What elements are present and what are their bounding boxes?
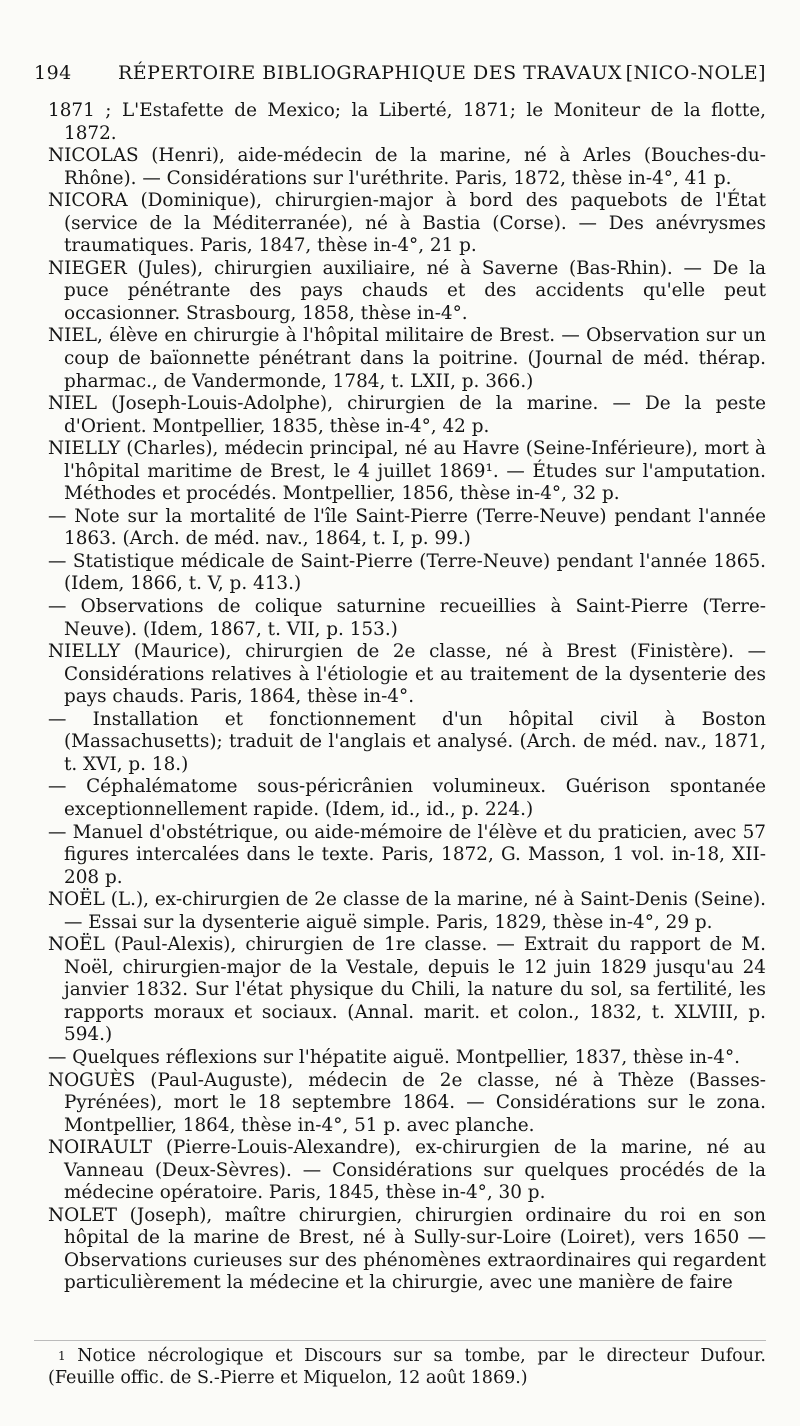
running-header [34,62,766,96]
footnote-divider [34,1340,766,1341]
bibliography-entry: — Note sur la mortalité de l'île Saint-Pierre (Terre-Neuve) pendant l'année 1863. (Arch. de méd. nav., 1864, t. I, p. 99.) [48,505,766,550]
bibliography-entry: NICORA (Dominique), chirurgien-major à bord des paquebots de l'État (service de la Méditerranée), né à Bastia (Corse). — Des anévrysmes traumatiques. Paris, 1847, thèse in-4°, 21 p. [48,190,766,257]
bibliography-entry: NIELLY (Charles), médecin principal, né au Havre (Seine-Inférieure), mort à l'hôpital maritime de Brest, le 4 juillet 1869¹. — Études sur l'amputation. Méthodes et procédés. Montpellier, 1856, thèse in-4°, 32 p. [48,438,766,505]
bibliography-entry: NOLET (Joseph), maître chirurgien, chirurgien ordinaire du roi en son hôpital de la marine de Brest, né à Sully-sur-Loire (Loiret), vers 1650 — Observations curieuses sur des phénomènes extraordinaires qui regardent particulièrement la médecine et la chirurgie, avec une manière de faire [48,1204,766,1294]
bibliography-entry: — Quelques réflexions sur l'hépatite aiguë. Montpellier, 1837, thèse in-4°. [48,1046,740,1068]
bibliography-entry: — Céphalématome sous-péricrânien volumineux. Guérison spontanée exceptionnellement rapide. (Idem, id., id., p. 224.) [48,776,766,820]
bibliography-entry: NIEL, élève en chirurgie à l'hôpital militaire de Brest. — Observation sur un coup de baïonnette pénétrant dans la poitrine. (Journal de méd. thérap. pharmac., de Vandermonde, 1784, t. LXII, p. 366.) [48,325,766,392]
bibliography-entry: NIEL (Joseph-Louis-Adolphe), chirurgien de la marine. — De la peste d'Orient. Montpellier, 1835, thèse in-4°, 42 p. [48,393,766,437]
bibliography-entry: — Manuel d'obstétrique, ou aide-mémoire de l'élève et du praticien, avec 57 figures intercalées dans le texte. Paris, 1872, G. Masson, 1 vol. in-18, XII-208 p. [48,821,766,888]
footnote [48,1345,766,1389]
bibliography-entry: — Installation et fonctionnement d'un hôpital civil à Boston (Massachusetts); traduit de l'anglais et analysé. (Arch. de méd. nav., 1871, t. XVI, p. 18.) [48,708,766,775]
entry-range: [NICO-NOLE] [625,62,766,84]
bibliography-entry: NOIRAULT (Pierre-Louis-Alexandre), ex-chirurgien de la marine, né au Vanneau (Deux-Sèvres). — Considérations sur quelques procédés de la médecine opératoire. Paris, 1845, thèse in-4°, 30 p. [48,1137,766,1204]
bibliography-entry: NIELLY (Maurice), chirurgien de 2e classe, né à Brest (Finistère). — Considérations relatives à l'étiologie et au traitement de la dysenterie des pays chauds. Paris, 1864, thèse in-4°. [48,641,766,708]
bibliography-entry: 1871 ; L'Estafette de Mexico; la Liberté, 1871; le Moniteur de la flotte, 1872. [48,100,766,144]
bibliography-entry: NIEGER (Jules), chirurgien auxiliaire, né à Saverne (Bas-Rhin). — De la puce pénétrante des pays chauds et des accidents qu'elle peut occasionner. Strasbourg, 1858, thèse in-4°. [48,257,766,324]
bibliography-entry: NOËL (Paul-Alexis), chirurgien de 1re classe. — Extrait du rapport de M. Noël, chirurgien-major de la Vestale, depuis le 12 juin 1829 jusqu'au 24 janvier 1832. Sur l'état physique du Chili, la nature du sol, sa fertilité, les rapports moraux et sociaux. (Annal. marit. et colon., 1832, t. XLVIII, p. 594.) [48,934,766,1046]
footnote-text: Notice nécrologique et Discours sur sa tombe, par le directeur Dufour. (Feuille offic. de S.-Pierre et Miquelon, 12 août 1869.) [48,1346,766,1388]
page-number: 194 [34,62,72,84]
bibliography-entry: NOËL (L.), ex-chirurgien de 2e classe de la marine, né à Saint-Denis (Seine). — Essai sur la dysenterie aiguë simple. Paris, 1829, thèse in-4°, 29 p. [48,889,766,933]
bibliography-entry: — Statistique médicale de Saint-Pierre (Terre-Neuve) pendant l'année 1865. (Idem, 1866, t. V, p. 413.) [48,550,766,595]
bibliography-entry: NICOLAS (Henri), aide-médecin de la marine, né à Arles (Bouches-du-Rhône). — Considérations sur l'uréthrite. Paris, 1872, thèse in-4°, 41 p. [48,145,766,189]
bibliography-body [48,100,766,1295]
footnote-mark: 1 [58,1349,66,1363]
bibliography-entry: — Observations de colique saturnine recueillies à Saint-Pierre (Terre-Neuve). (Idem, 1867, t. VII, p. 153.) [48,596,766,640]
bibliography-entry: NOGUÈS (Paul-Auguste), médecin de 2e classe, né à Thèze (Basses-Pyrénées), mort le 18 septembre 1864. — Considérations sur le zona. Montpellier, 1864, thèse in-4°, 51 p. avec planche. [48,1069,766,1136]
running-title: RÉPERTOIRE BIBLIOGRAPHIQUE DES TRAVAUX [118,62,623,84]
